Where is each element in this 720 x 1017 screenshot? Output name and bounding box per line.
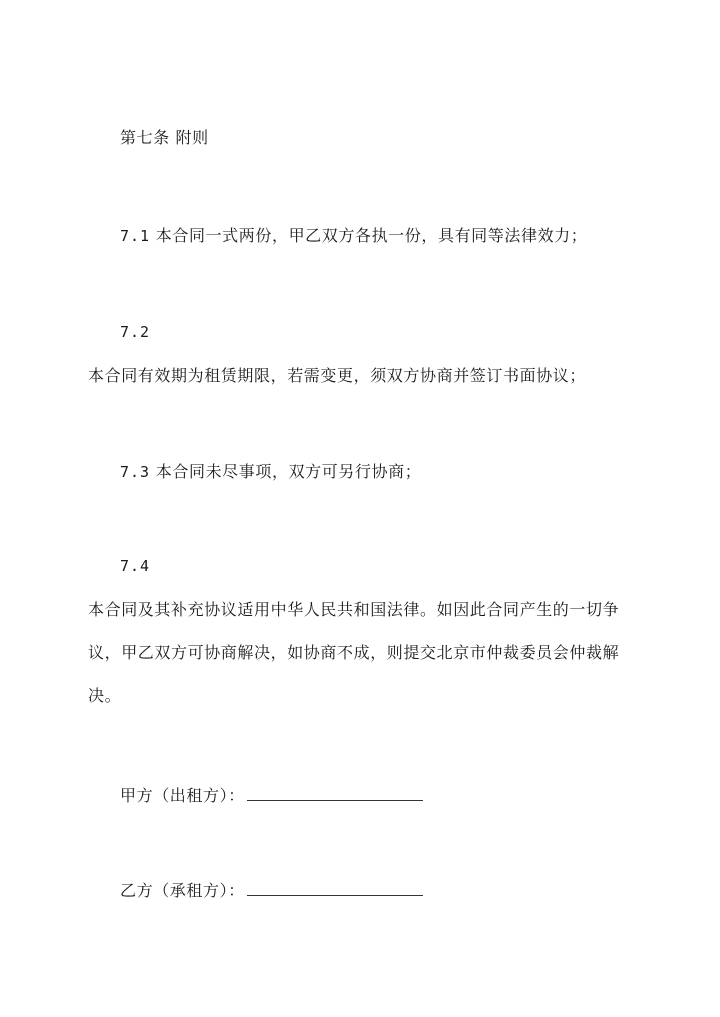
party-b-label: 乙方（承租方）： [120,881,245,900]
party-b-signature-line[interactable] [247,880,423,896]
party-a-label: 甲方（出租方）： [120,786,245,805]
clause-text-line: 决。 [88,686,122,705]
clause-text-line: 本合同及其补充协议适用中华人民共和国法律。如因此合同产生的一切争 [88,600,620,619]
party-a-signature [120,785,423,806]
clause-text: 本合同未尽事项，双方可另行协商； [155,462,422,481]
clause-7-1 [120,226,587,246]
clause-text-line: 议，甲乙双方可协商解决，如协商不成，则提交北京市仲裁委员会仲裁解 [88,643,620,662]
clause-7-3 [120,462,421,482]
clause-number: 7.2 [120,323,151,341]
party-b-signature [120,880,423,901]
clause-number: 7.3 [120,463,151,481]
clause-text: 本合同有效期为租赁期限，若需变更，须双方协商并签订书面协议； [88,366,587,385]
clause-text: 本合同一式两份，甲乙双方各执一份，具有同等法律效力； [155,226,588,245]
article-heading: 第七条 附则 [120,128,209,147]
clause-number: 7.4 [120,557,151,575]
party-a-signature-line[interactable] [247,785,423,801]
clause-number: 7.1 [120,227,151,245]
